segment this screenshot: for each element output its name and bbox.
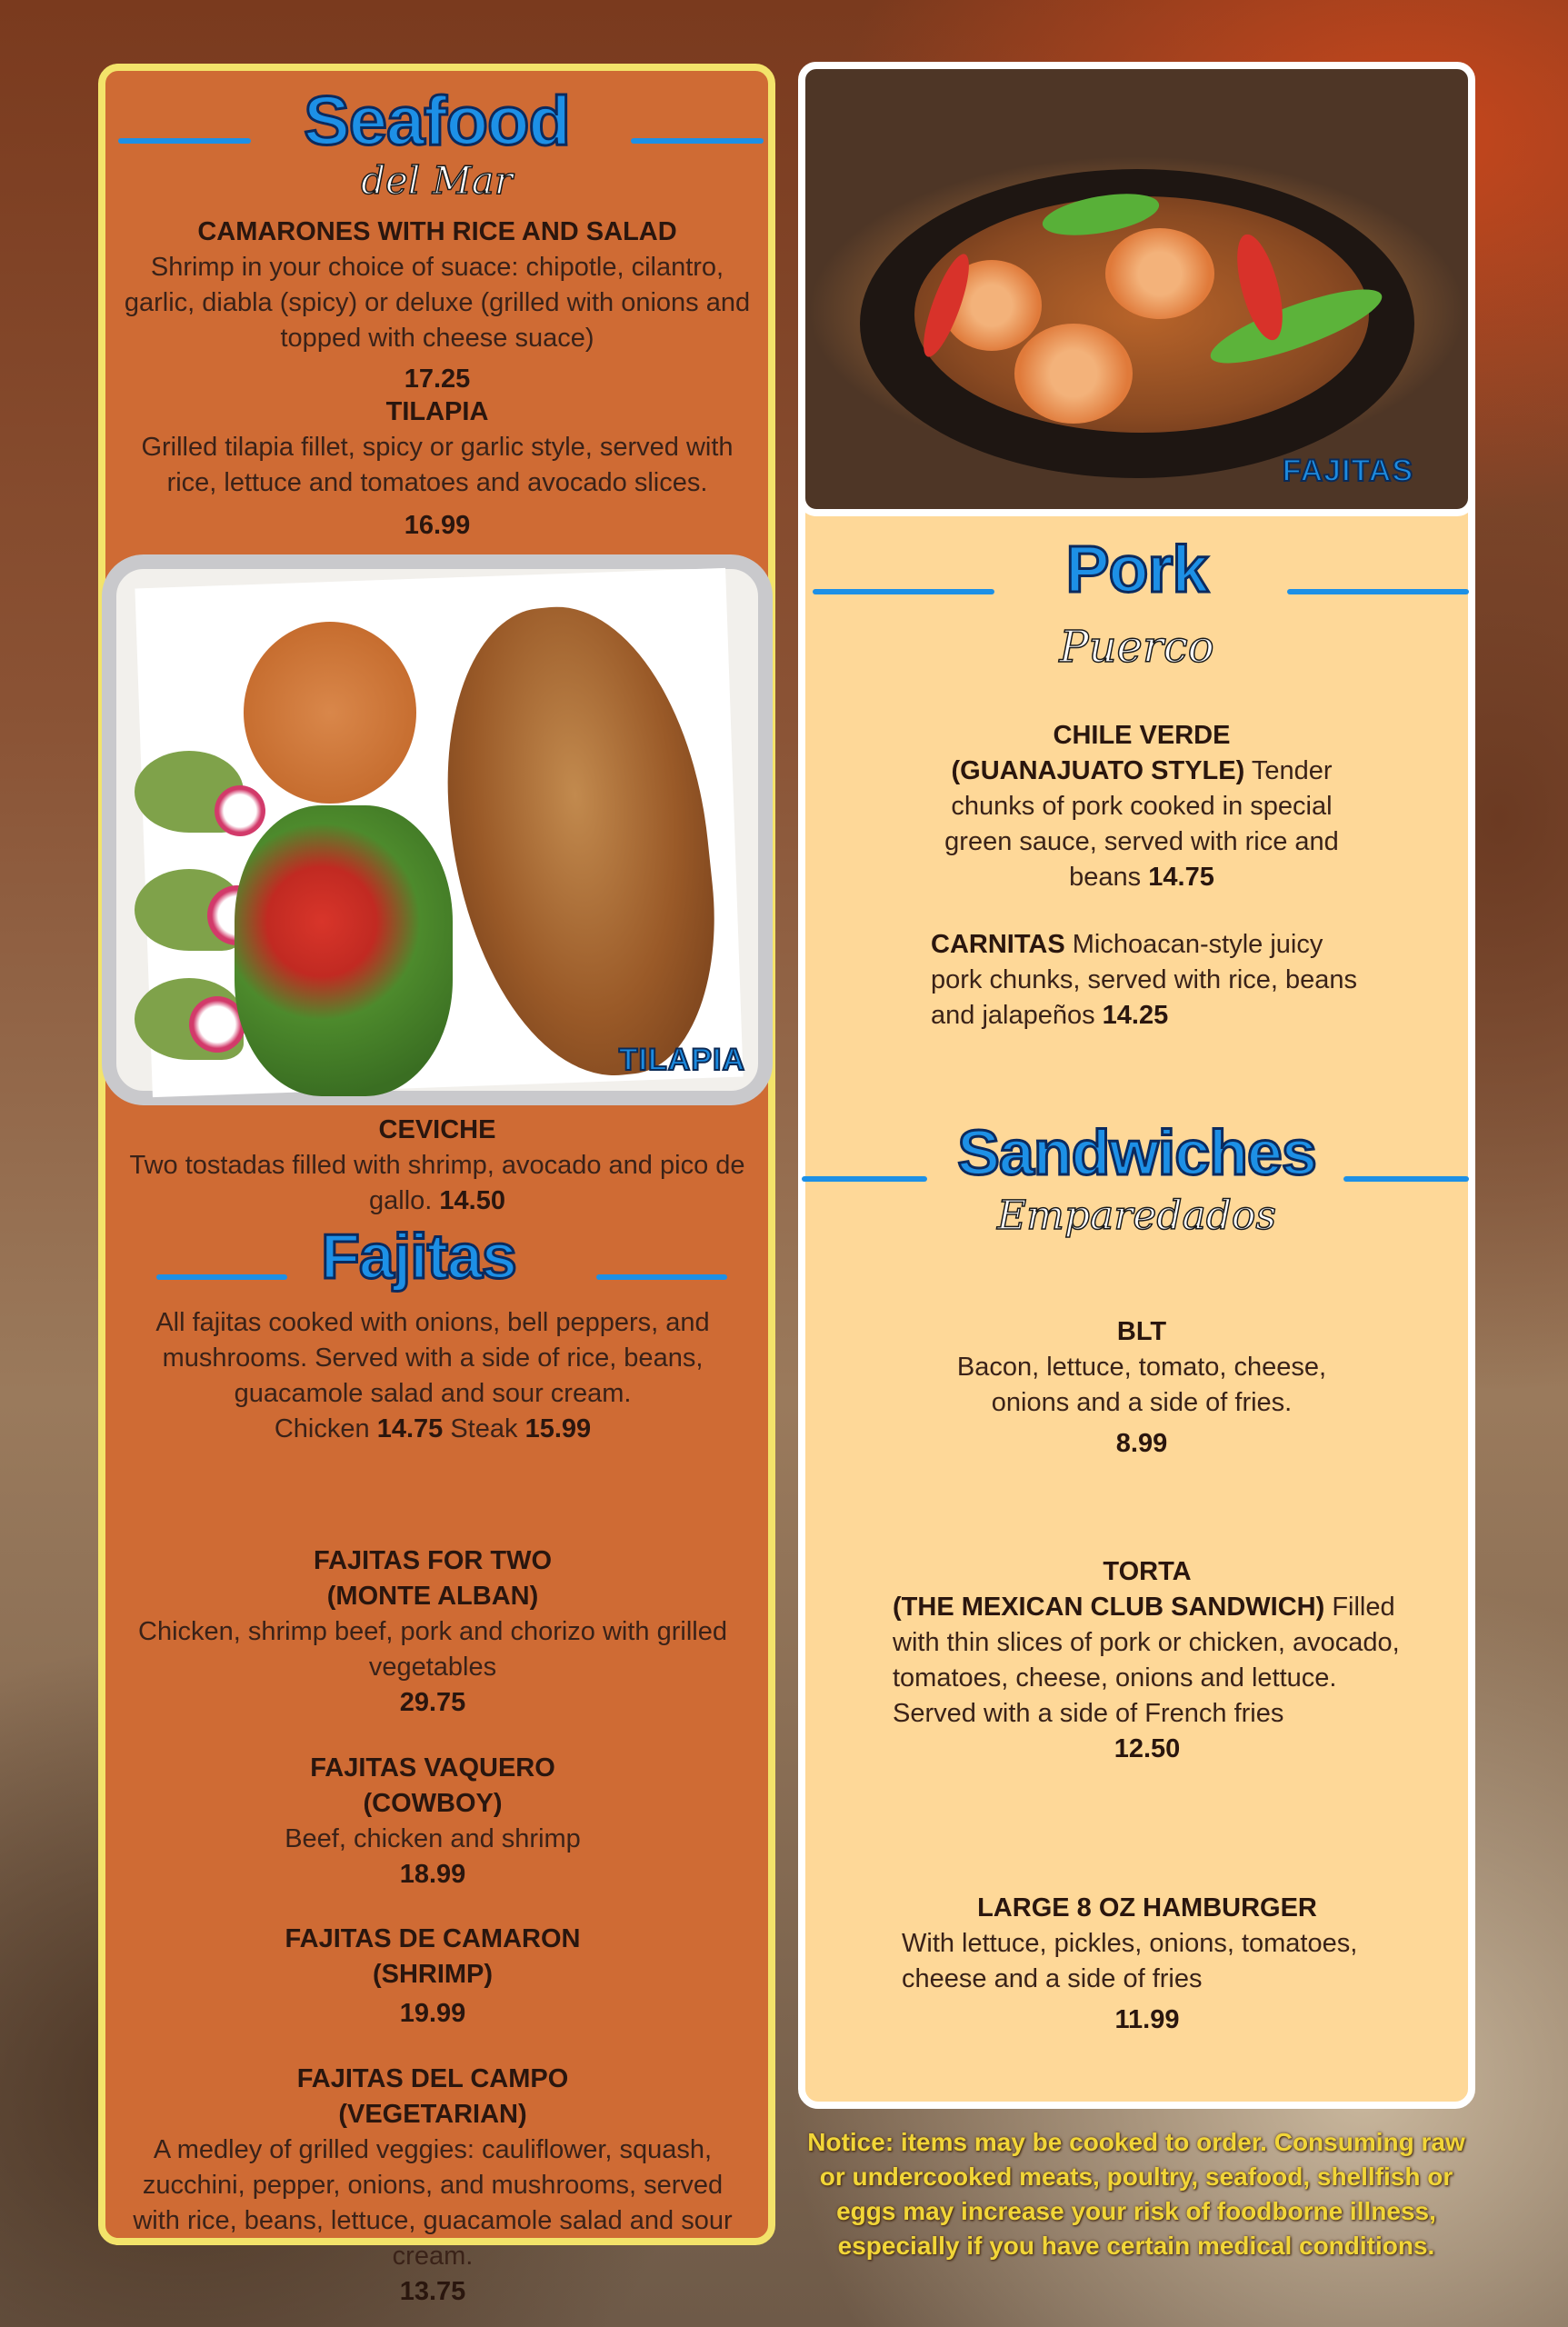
pico-salad <box>235 805 453 1096</box>
sandwiches-subtitle: Emparedados <box>997 1193 1276 1239</box>
campo-price: 13.75 <box>399 2277 466 2306</box>
carnitas-name: CARNITAS <box>931 930 1065 959</box>
camaron-price: 19.99 <box>399 1999 466 2028</box>
chicken-label: Chicken <box>274 1414 370 1443</box>
tilapia-desc: Grilled tilapia fillet, spicy or garlic style, served with rice, lettuce and tomatoes and avocado slices. <box>141 433 734 497</box>
for-two-desc: Chicken, shrimp beef, pork and chorizo with grilled vegetables <box>138 1617 727 1682</box>
shrimp <box>1014 324 1133 424</box>
campo-desc: A medley of grilled veggies: cauliflower, squash, zucchini, pepper, onions, and mushrooms, served with rice, beans, lettuce, guacamole salad and sour cream. <box>133 2135 733 2271</box>
radish-slice <box>215 785 265 836</box>
carnitas-desc: Michoacan-style juicy pork chunks, served with rice, beans and jalapeños <box>931 930 1358 1030</box>
tilapia-name: TILAPIA <box>385 397 489 426</box>
ceviche-desc: Two tostadas filled with shrimp, avocado and pico de gallo. <box>129 1151 745 1215</box>
tilapia-item <box>124 394 751 544</box>
vaquero-desc: Beef, chicken and shrimp <box>285 1824 581 1853</box>
blt-name: BLT <box>1116 1317 1167 1346</box>
vaquero-price: 18.99 <box>399 1860 466 1889</box>
ceviche-item <box>115 1113 760 1219</box>
shrimp <box>1105 228 1214 319</box>
torta-desc: Filled with thin slices of pork or chicken, avocado, tomatoes, cheese, onions and lettuce. Served with a side of French fries <box>893 1593 1400 1728</box>
tilapia-photo-label: TILAPIA <box>618 1043 745 1077</box>
chile-verde-desc: Tender chunks of pork cooked in special green sauce, served with rice and beans <box>944 756 1339 892</box>
fajitas-campo-item <box>124 2062 742 2310</box>
torta-price: 12.50 <box>1114 1734 1181 1763</box>
torta-item <box>893 1554 1402 1767</box>
carnitas-price: 14.25 <box>1102 1001 1169 1030</box>
torta-subname: (THE MEXICAN CLUB SANDWICH) <box>893 1593 1325 1622</box>
for-two-subname: (MONTE ALBAN) <box>326 1582 539 1611</box>
chicken-price: 14.75 <box>376 1414 444 1443</box>
camarones-item <box>124 215 751 397</box>
camaron-subname: (SHRIMP) <box>372 1960 494 1989</box>
fajitas-title: Fajitas <box>321 1221 516 1292</box>
chile-verde-price: 14.75 <box>1148 863 1214 892</box>
camaron-name: FAJITAS DE CAMARON <box>285 1924 581 1953</box>
for-two-name: FAJITAS FOR TWO <box>313 1546 553 1575</box>
camarones-price: 17.25 <box>404 365 471 394</box>
fajitas-photo <box>798 62 1475 516</box>
ceviche-name: CEVICHE <box>378 1115 496 1144</box>
hamburger-desc: With lettuce, pickles, onions, tomatoes, cheese and a side of fries <box>902 1929 1358 1993</box>
vaquero-name: FAJITAS VAQUERO <box>310 1753 555 1783</box>
blt-price: 8.99 <box>1115 1429 1168 1458</box>
torta-name: TORTA <box>1103 1557 1192 1586</box>
steak-price: 15.99 <box>524 1414 592 1443</box>
tilapia-price: 16.99 <box>404 511 471 540</box>
hamburger-item <box>902 1891 1393 2038</box>
seafood-title: Seafood <box>304 83 570 160</box>
chile-verde-name: CHILE VERDE <box>1053 721 1231 750</box>
vaquero-subname: (COWBOY) <box>363 1789 503 1818</box>
fajitas-camaron-item <box>133 1922 733 2032</box>
campo-subname: (VEGETARIAN) <box>338 2100 527 2129</box>
seafood-subtitle: del Mar <box>361 158 513 203</box>
fajitas-photo-label: FAJITAS <box>1282 454 1413 488</box>
rice-mound <box>244 622 416 804</box>
chile-verde-item <box>914 718 1369 895</box>
tilapia-photo <box>102 554 773 1105</box>
steak-label: Steak <box>450 1414 518 1443</box>
hamburger-name: LARGE 8 OZ HAMBURGER <box>977 1893 1317 1923</box>
fajitas-vaquero-item <box>133 1751 733 1893</box>
pork-title: Pork <box>1065 534 1208 606</box>
pork-subtitle: Puerco <box>1059 622 1214 673</box>
fajitas-for-two-item <box>133 1543 733 1721</box>
fajitas-intro <box>133 1305 733 1447</box>
camarones-desc: Shrimp in your choice of suace: chipotle, cilantro, garlic, diabla (spicy) or deluxe (grilled with onions and topped with cheese suace) <box>124 253 751 353</box>
blt-desc: Bacon, lettuce, tomato, cheese, onions and a side of fries. <box>956 1353 1327 1417</box>
hamburger-price: 11.99 <box>1114 2005 1180 2034</box>
campo-name: FAJITAS DEL CAMPO <box>296 2064 569 2093</box>
ceviche-price: 14.50 <box>439 1186 505 1215</box>
blt-item <box>924 1314 1360 1462</box>
sandwiches-title: Sandwiches <box>957 1117 1316 1188</box>
chile-verde-subname: (GUANAJUATO STYLE) <box>951 756 1245 785</box>
seafood-fajitas-panel <box>98 64 775 2306</box>
for-two-price: 29.75 <box>399 1688 466 1717</box>
fajitas-intro-text: All fajitas cooked with onions, bell peppers, and mushrooms. Served with a side of rice, beans, guacamole salad and sour cream. <box>155 1308 710 1408</box>
carnitas-item <box>931 927 1358 1034</box>
food-safety-notice: Notice: items may be cooked to order. Consuming raw or undercooked meats, poultry, seafood, shellfish or eggs may increase your risk of foodborne illness, especially if you have certain medical conditions. <box>807 2128 1465 2260</box>
camarones-name: CAMARONES WITH RICE AND SALAD <box>197 217 677 246</box>
